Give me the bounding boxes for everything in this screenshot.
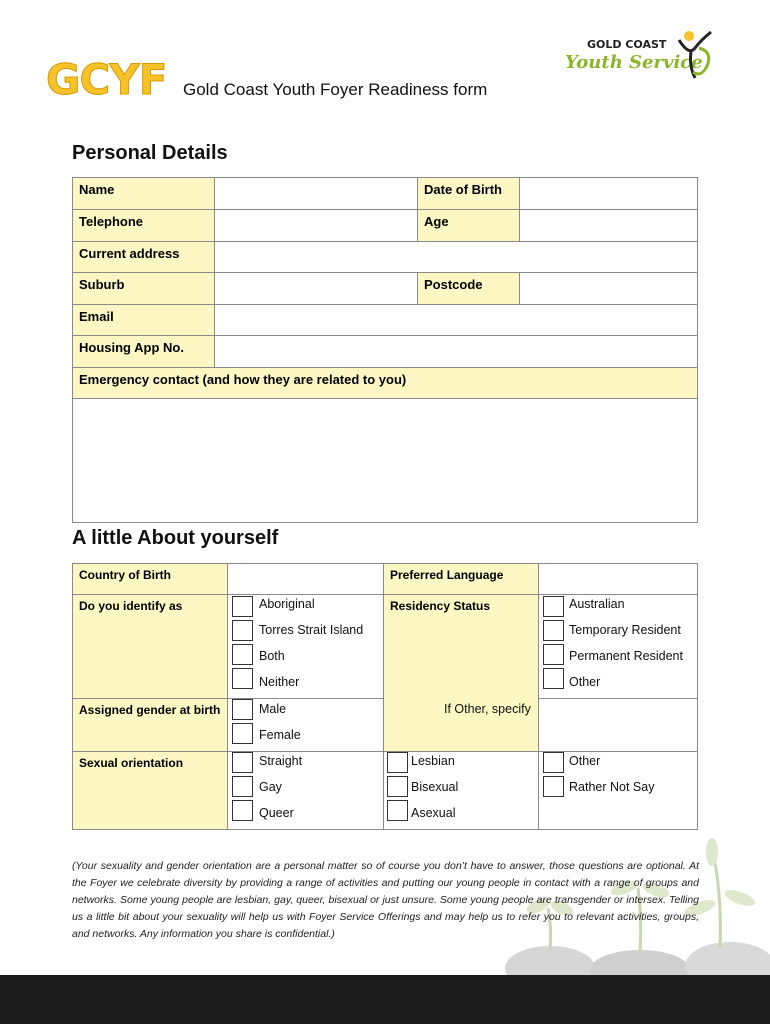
bisexual-checkbox[interactable] — [387, 776, 408, 797]
option-gay: Gay — [259, 780, 282, 794]
residency-other-checkbox[interactable] — [543, 668, 564, 689]
option-lesbian: Lesbian — [411, 754, 455, 768]
suburb-label: Suburb — [73, 273, 215, 305]
sexual-other-checkbox[interactable] — [543, 752, 564, 773]
gold-coast-youth-service-logo — [565, 26, 717, 82]
postcode-label: Postcode — [418, 273, 520, 305]
emergency-label: Emergency contact (and how they are related to you) — [73, 368, 698, 399]
option-rather-not-say: Rather Not Say — [569, 780, 655, 794]
telephone-field[interactable] — [215, 210, 418, 242]
age-label: Age — [418, 210, 520, 242]
person-figure-icon — [675, 26, 715, 82]
gender-label: Assigned gender at birth — [73, 699, 228, 752]
address-field[interactable] — [215, 242, 698, 273]
language-field[interactable] — [539, 564, 698, 595]
option-torres-strait: Torres Strait Island — [259, 623, 364, 637]
option-asexual: Asexual — [411, 806, 456, 820]
female-checkbox[interactable] — [232, 723, 253, 744]
emergency-field[interactable] — [73, 399, 698, 523]
about-heading: A little About yourself — [72, 527, 279, 549]
straight-checkbox[interactable] — [232, 752, 253, 773]
personal-details-heading: Personal Details — [72, 142, 228, 164]
option-neither: Neither — [259, 675, 300, 689]
aboriginal-checkbox[interactable] — [232, 596, 253, 617]
country-label: Country of Birth — [73, 564, 228, 595]
address-label: Current address — [73, 242, 215, 273]
option-bisexual: Bisexual — [411, 780, 459, 794]
service-logo-bottom-text: Youth Service — [565, 52, 703, 73]
email-field[interactable] — [215, 305, 698, 336]
suburb-field[interactable] — [215, 273, 418, 305]
personal-details-table — [72, 177, 698, 523]
permanent-resident-checkbox[interactable] — [543, 644, 564, 665]
name-label: Name — [73, 178, 215, 210]
option-queer: Queer — [259, 806, 294, 820]
option-residency-other: Other — [569, 675, 601, 689]
housing-field[interactable] — [215, 336, 698, 368]
identify-label: Do you identify as — [73, 595, 228, 699]
name-field[interactable] — [215, 178, 418, 210]
postcode-field[interactable] — [520, 273, 698, 305]
if-other-specify-label: If Other, specify — [444, 702, 531, 716]
dob-label: Date of Birth — [418, 178, 520, 210]
gcyf-logo: GCYF — [46, 55, 167, 104]
male-checkbox[interactable] — [232, 699, 253, 720]
country-field[interactable] — [228, 564, 384, 595]
temporary-resident-checkbox[interactable] — [543, 620, 564, 641]
gay-checkbox[interactable] — [232, 776, 253, 797]
privacy-note: (Your sexuality and gender orientation are a personal matter so of course you don’t have to answer, those questions are optional. At the Foyer we celebrate diversity by providing a range of activities and putting our young people in contact with a range of groups and networks. Some young people are lesbian, gay, queer, bisexual or just unsure. Some young people are transgender or intersex. Telling us a little bit about your sexuality will help us with Foyer Service Offerings and may help us to refer you to relevant activities, groups, and networks. Any information you share is confidential.) — [72, 860, 699, 940]
torres-strait-checkbox[interactable] — [232, 620, 253, 641]
telephone-label: Telephone — [73, 210, 215, 242]
option-sexual-other: Other — [569, 754, 601, 768]
option-australian: Australian — [569, 597, 625, 611]
option-permanent-resident: Permanent Resident — [569, 649, 683, 663]
sexual-label: Sexual orientation — [73, 752, 228, 830]
both-checkbox[interactable] — [232, 644, 253, 665]
neither-checkbox[interactable] — [232, 668, 253, 689]
residency-label: Residency Status — [384, 595, 539, 752]
option-temporary-resident: Temporary Resident — [569, 623, 681, 637]
option-female: Female — [259, 728, 301, 742]
queer-checkbox[interactable] — [232, 800, 253, 821]
age-field[interactable] — [520, 210, 698, 242]
option-both: Both — [259, 649, 285, 663]
asexual-checkbox[interactable] — [387, 800, 408, 821]
rather-not-say-checkbox[interactable] — [543, 776, 564, 797]
form-title: Gold Coast Youth Foyer Readiness form — [183, 80, 488, 99]
dob-field[interactable] — [520, 178, 698, 210]
other-specify-field[interactable] — [539, 699, 698, 752]
footer-bar — [0, 975, 770, 1024]
email-label: Email — [73, 305, 215, 336]
housing-label: Housing App No. — [73, 336, 215, 368]
option-straight: Straight — [259, 754, 303, 768]
service-logo-top-text: GOLD COAST — [587, 38, 667, 51]
language-label: Preferred Language — [384, 564, 539, 595]
option-aboriginal: Aboriginal — [259, 597, 315, 611]
lesbian-checkbox[interactable] — [387, 752, 408, 773]
option-male: Male — [259, 702, 287, 716]
australian-checkbox[interactable] — [543, 596, 564, 617]
